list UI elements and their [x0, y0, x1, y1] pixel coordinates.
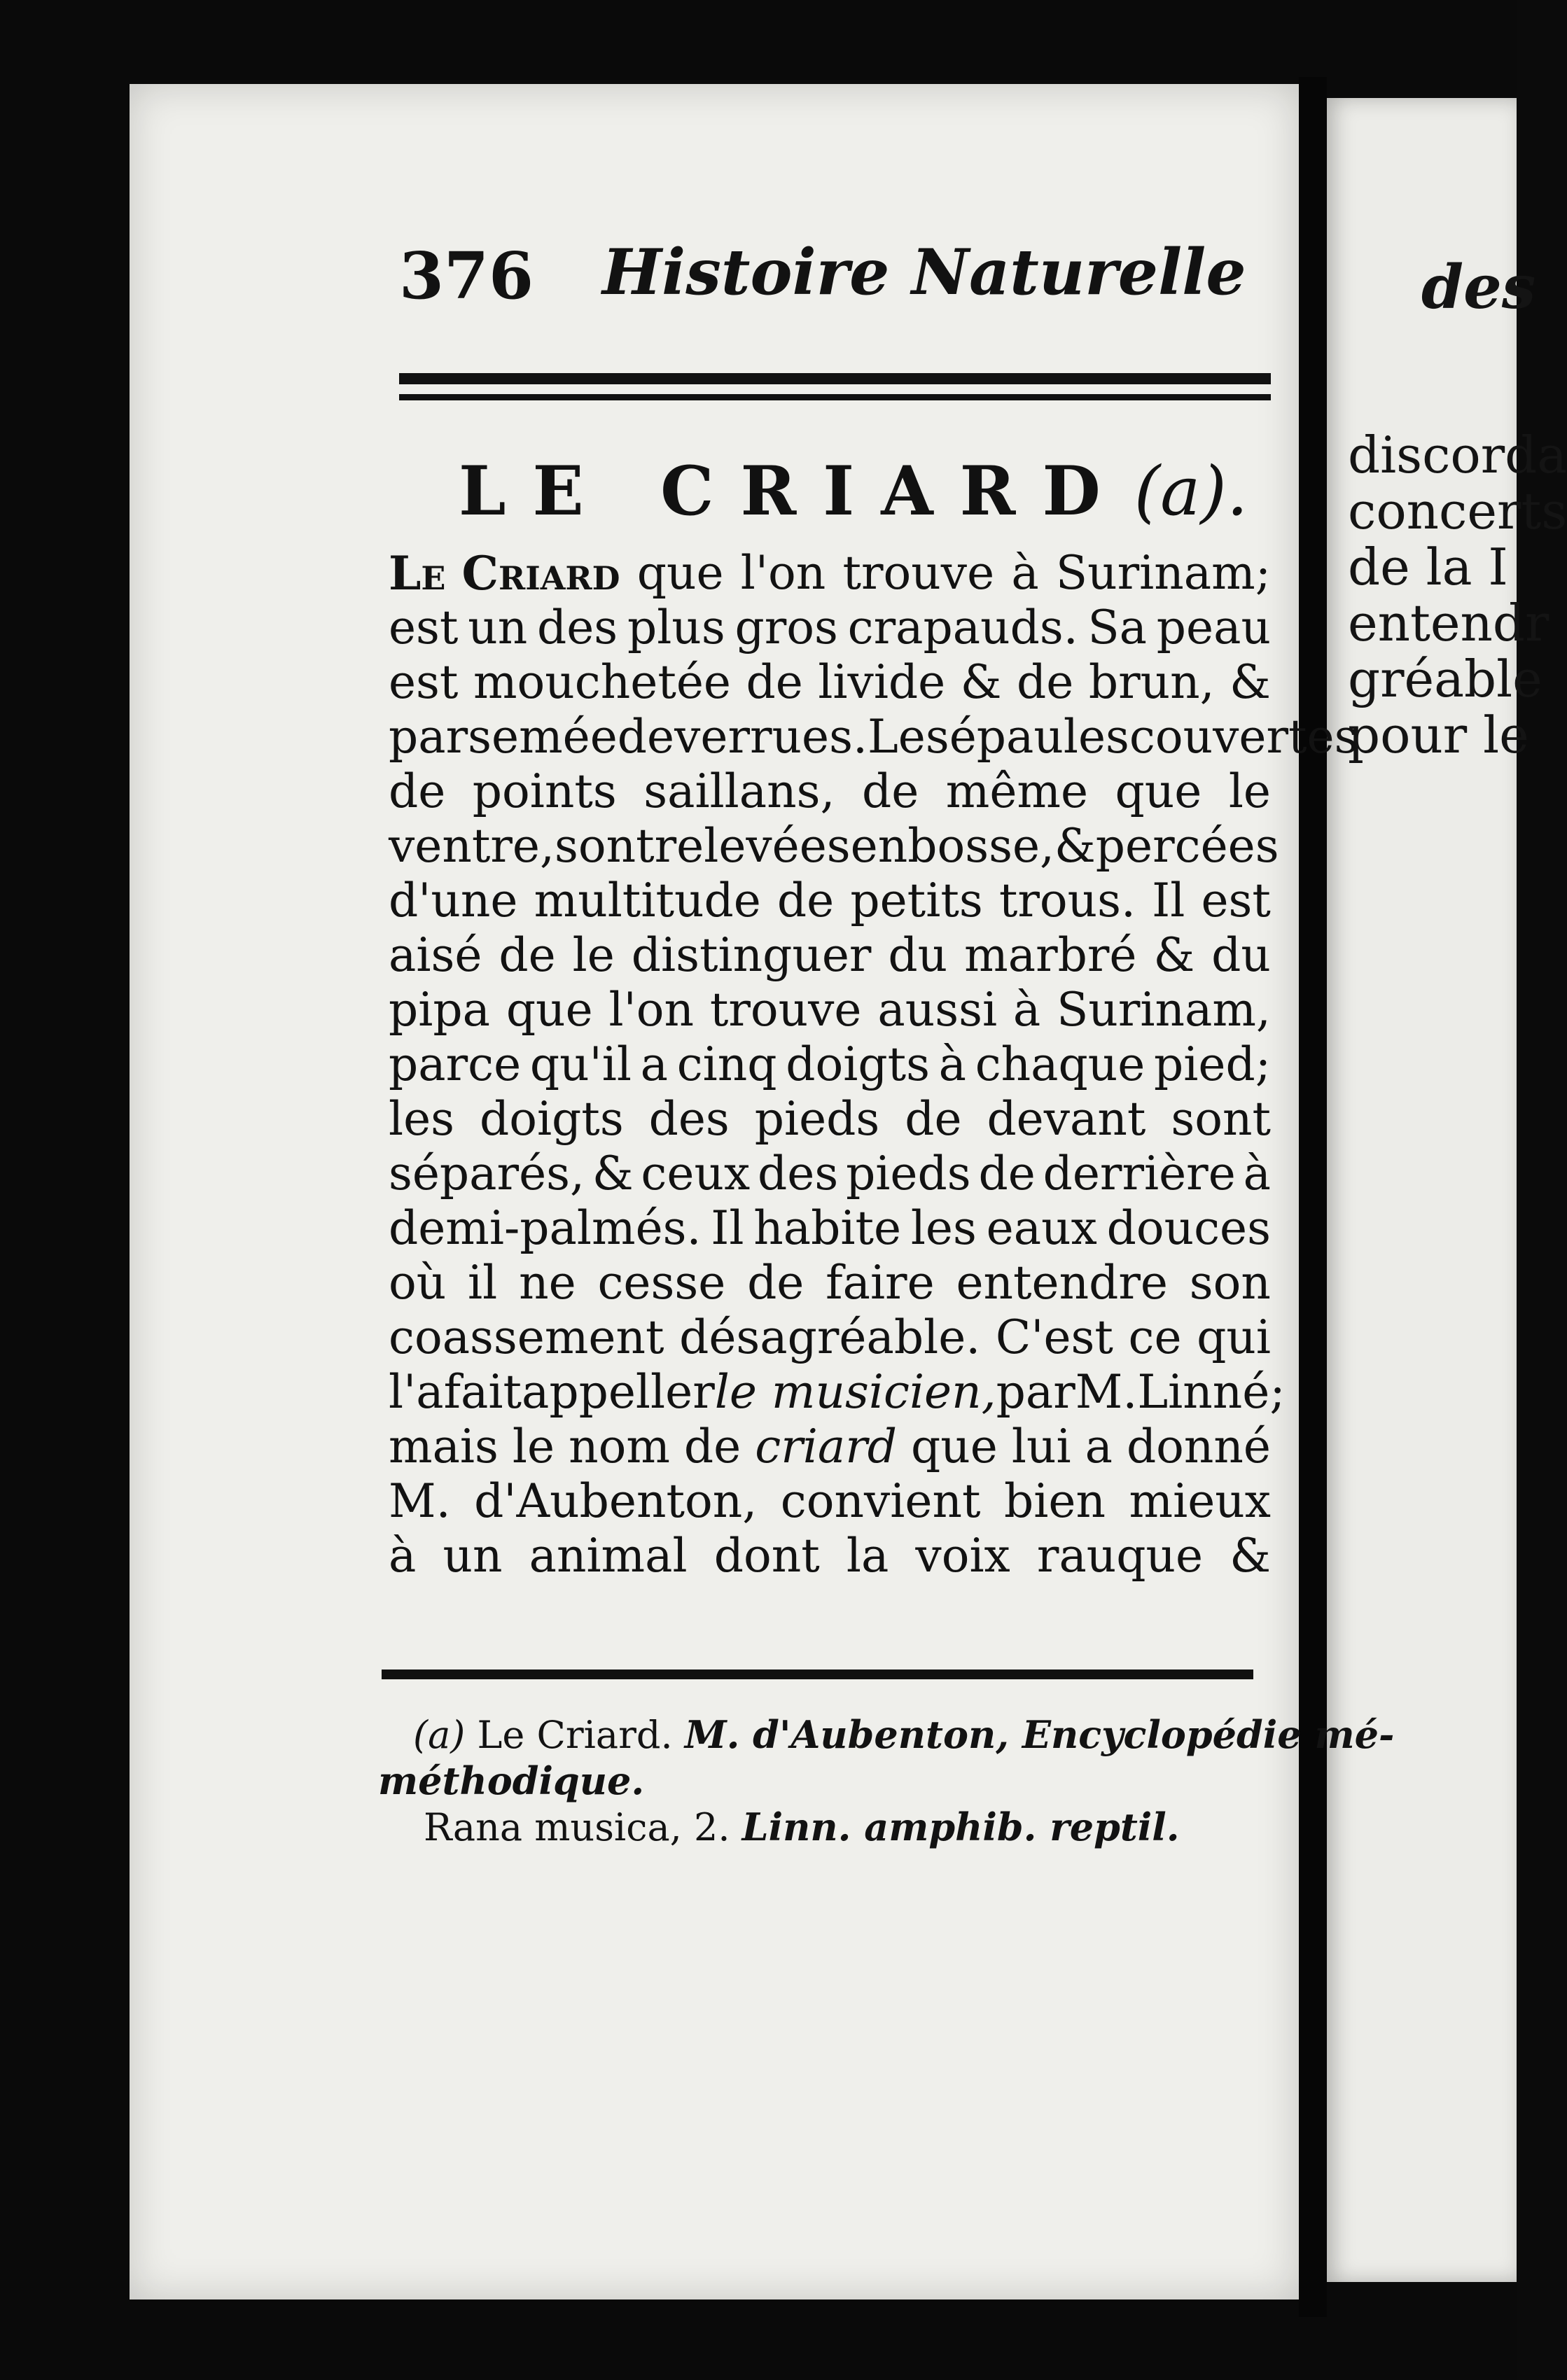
word: des — [537, 601, 618, 654]
word: le — [1228, 764, 1271, 818]
text-line — [389, 710, 1358, 764]
text-line — [389, 928, 1271, 983]
word: de — [683, 1420, 741, 1474]
word: qui — [1197, 1310, 1271, 1364]
word: son — [1189, 1256, 1271, 1310]
word: devant — [987, 1092, 1146, 1146]
footnote-line — [378, 1712, 1395, 1758]
word: pipa — [389, 983, 490, 1037]
word: distinguer — [631, 928, 872, 982]
word: est — [389, 655, 459, 709]
word: mouchetée — [473, 655, 731, 709]
facing-line: discorda — [1348, 426, 1567, 484]
word: la — [846, 1529, 889, 1583]
word: criard — [755, 1420, 898, 1474]
word: des — [758, 1147, 839, 1200]
footnote-citation: M. d'Aubenton, Encyclopédie mé- — [684, 1712, 1395, 1757]
word: doigts — [479, 1092, 624, 1146]
word: sont — [554, 819, 655, 873]
footnote-citation: méthodique. — [378, 1758, 645, 1803]
word: nom — [569, 1420, 670, 1474]
word: trouve — [842, 546, 995, 600]
page-number: 376 — [399, 238, 534, 314]
word: de — [776, 874, 835, 927]
word: voix — [915, 1529, 1010, 1583]
word: ceux — [641, 1147, 751, 1200]
footnote-line — [378, 1758, 1281, 1804]
word: convient — [780, 1474, 981, 1528]
word: à — [1012, 983, 1041, 1037]
word: doigts — [786, 1037, 930, 1091]
running-head — [399, 235, 1267, 322]
text-line — [389, 1037, 1271, 1092]
word: où — [389, 1256, 447, 1310]
word: multitude — [534, 874, 761, 927]
word: & — [1230, 655, 1271, 709]
facing-line: gréable — [1348, 650, 1542, 708]
word: chaque — [975, 1037, 1145, 1091]
word: animal — [529, 1529, 688, 1583]
text-line — [389, 1092, 1271, 1147]
word: pied; — [1154, 1037, 1271, 1091]
word: en — [850, 819, 908, 873]
word: & — [592, 1147, 634, 1200]
word: à — [938, 1037, 967, 1091]
text-line — [389, 983, 1271, 1037]
word: Surinam, — [1057, 983, 1271, 1037]
word: derrière — [1043, 1147, 1236, 1200]
word: de — [499, 928, 556, 982]
word: de — [978, 1147, 1036, 1200]
word: le — [512, 1420, 555, 1474]
word: fait — [443, 1365, 522, 1419]
word: l'on — [608, 983, 694, 1037]
rule-thin — [399, 394, 1271, 400]
word: mais — [389, 1420, 499, 1474]
word: cesse — [597, 1256, 726, 1310]
word: d'Aubenton, — [474, 1474, 758, 1528]
word: des — [648, 1092, 730, 1146]
word: Il — [1152, 874, 1185, 927]
word: Sa — [1087, 601, 1148, 654]
heading-note-ref: (a). — [1134, 452, 1248, 531]
word: que — [911, 1420, 998, 1474]
word: séparés, — [389, 1147, 585, 1200]
word: saillans, — [643, 764, 835, 818]
facing-line: de la I — [1348, 538, 1508, 596]
word: parce — [389, 1037, 522, 1091]
word: & — [1054, 819, 1096, 873]
word: & — [1230, 1529, 1271, 1583]
word: Le Criard — [389, 546, 620, 601]
word: de — [747, 1256, 805, 1310]
text-line — [389, 1201, 1271, 1256]
word: l'a — [389, 1365, 444, 1419]
text-line — [389, 819, 1279, 874]
word: bosse, — [907, 819, 1055, 873]
word: le — [572, 928, 615, 982]
word: aussi — [877, 983, 998, 1037]
word: à — [389, 1529, 417, 1583]
word: Linné; — [1137, 1365, 1286, 1419]
word: & — [960, 655, 1002, 709]
word: trouve — [709, 983, 862, 1037]
word: Surinam; — [1055, 546, 1271, 600]
word: ce — [1128, 1310, 1182, 1364]
word: petits — [850, 874, 983, 927]
text-line — [389, 1310, 1271, 1365]
word: de — [861, 764, 919, 818]
text-line — [389, 1529, 1271, 1583]
word: lui — [1011, 1420, 1071, 1474]
word: demi-palmés. — [389, 1201, 702, 1255]
word: sont — [1171, 1092, 1271, 1146]
word: dont — [713, 1529, 820, 1583]
word: plus — [627, 601, 725, 654]
word: faire — [826, 1256, 935, 1310]
word: à — [1243, 1147, 1271, 1200]
word: mieux — [1129, 1474, 1271, 1528]
facing-page — [1327, 98, 1567, 2282]
word: verrues. — [674, 710, 868, 764]
word: les — [389, 1092, 455, 1146]
footnote-text: Le Criard. — [477, 1713, 673, 1757]
word: a — [640, 1037, 669, 1091]
word: trous. — [998, 874, 1136, 927]
word: brun, — [1088, 655, 1215, 709]
facing-running-head: des — [1421, 252, 1536, 323]
word: C'est — [995, 1310, 1113, 1364]
word: les — [910, 1201, 977, 1255]
text-line — [389, 1474, 1271, 1529]
word: de — [905, 1092, 962, 1146]
word: M. — [1075, 1365, 1138, 1419]
section-heading — [459, 451, 1248, 531]
word: est — [389, 601, 459, 654]
text-line — [389, 874, 1271, 928]
word: même — [945, 764, 1089, 818]
text-line — [389, 601, 1271, 655]
footnote-rule — [382, 1670, 1253, 1679]
text-line — [389, 546, 1271, 601]
facing-line: entendr — [1348, 594, 1549, 652]
facing-page-text — [1348, 427, 1567, 763]
word: du — [888, 928, 948, 982]
rule-thick — [399, 373, 1271, 384]
word: pieds — [754, 1092, 880, 1146]
footnote-text: Rana musica, 2. — [424, 1805, 730, 1849]
word: donné — [1126, 1420, 1271, 1474]
word: pieds — [846, 1147, 971, 1200]
word: d'une — [389, 874, 518, 927]
word: livide — [818, 655, 946, 709]
facing-line: concerts — [1348, 482, 1567, 540]
word: points — [472, 764, 617, 818]
footnote-marker: (a) — [413, 1713, 466, 1757]
word: un — [443, 1529, 503, 1583]
word: entendre — [956, 1256, 1168, 1310]
word: parsemée — [389, 710, 618, 764]
word: que — [636, 546, 724, 600]
word: du — [1211, 928, 1271, 982]
book-gutter — [1299, 77, 1327, 2317]
word: le musicien, — [714, 1365, 996, 1419]
word: relevées — [654, 819, 851, 873]
facing-line: pour le — [1348, 706, 1529, 764]
word: de — [389, 764, 446, 818]
text-line — [389, 1365, 1286, 1420]
word: eaux — [986, 1201, 1097, 1255]
word: percées — [1095, 819, 1279, 873]
word: de — [746, 655, 803, 709]
word: est — [1201, 874, 1271, 927]
word: l'on — [740, 546, 826, 600]
text-line — [389, 764, 1271, 819]
footnote-citation: Linn. amphib. reptil. — [741, 1805, 1180, 1849]
word: Il — [711, 1201, 744, 1255]
word: habite — [753, 1201, 902, 1255]
word: M. — [389, 1474, 451, 1528]
word: de — [617, 710, 675, 764]
word: désagréable. — [679, 1310, 981, 1364]
word: épaules — [949, 710, 1129, 764]
word: que — [1115, 764, 1202, 818]
footnote-line — [378, 1804, 1281, 1850]
text-line — [389, 1147, 1271, 1201]
word: marbré — [964, 928, 1137, 982]
word: cinq — [676, 1037, 777, 1091]
word: de — [1017, 655, 1074, 709]
word: bien — [1004, 1474, 1106, 1528]
word: a — [1085, 1420, 1113, 1474]
word: Les — [867, 710, 949, 764]
text-line — [389, 1420, 1271, 1474]
text-line — [389, 1256, 1271, 1310]
word: il — [468, 1256, 498, 1310]
text-line — [389, 655, 1271, 710]
word: rauque — [1036, 1529, 1204, 1583]
word: peau — [1156, 601, 1271, 654]
word: que — [506, 983, 593, 1037]
footnote-block — [378, 1712, 1395, 1850]
word: couvertes — [1129, 710, 1358, 764]
heading-title: LE CRIARD — [459, 451, 1127, 531]
word: crapauds. — [847, 601, 1078, 654]
word: gros — [734, 601, 838, 654]
word: un — [468, 601, 528, 654]
word: qu'il — [529, 1037, 632, 1091]
body-paragraph — [389, 546, 1358, 1583]
running-head-title: Histoire Naturelle — [602, 235, 1246, 309]
word: coassement — [389, 1310, 664, 1364]
word: appeller — [522, 1365, 715, 1419]
word: & — [1153, 928, 1195, 982]
word: ventre, — [389, 819, 555, 873]
word: aisé — [389, 928, 482, 982]
word: ne — [519, 1256, 576, 1310]
word: à — [1011, 546, 1039, 600]
word: douces — [1106, 1201, 1271, 1255]
word: par — [996, 1365, 1075, 1419]
header-double-rule — [399, 373, 1271, 408]
